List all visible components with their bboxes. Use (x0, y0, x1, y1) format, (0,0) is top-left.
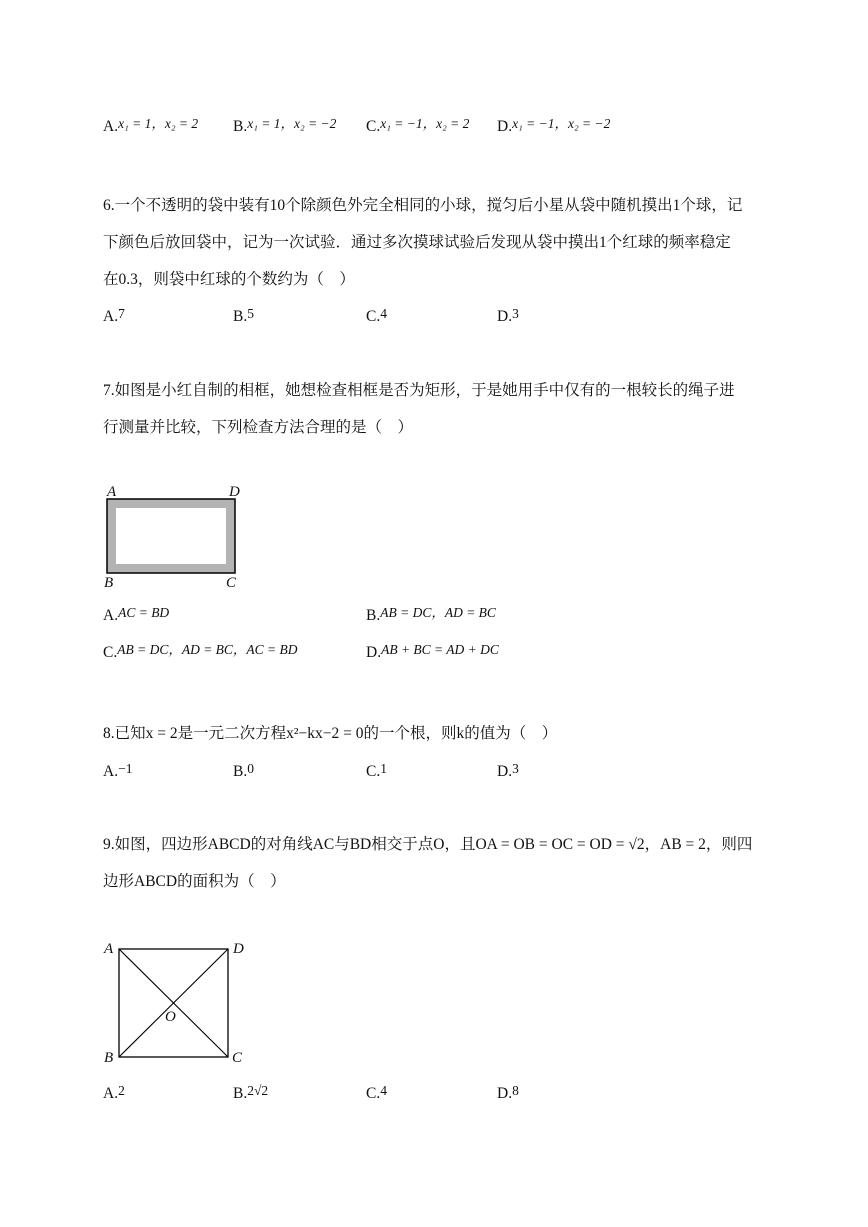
q5-option-c: C.x₁ = −1，x₂ = 2 (366, 116, 470, 135)
q7-label-c: C (226, 575, 237, 591)
q9-label-b: B (104, 1050, 114, 1066)
q8-option-d: D.3 (497, 761, 519, 780)
q5-option-d: D.x₁ = −1，x₂ = −2 (497, 116, 611, 135)
q7-label-b: B (104, 575, 114, 591)
q9-label-c: C (232, 1050, 243, 1066)
q9-option-b: B.2√2 (233, 1083, 269, 1102)
q7-option-b: B.AB = DC，AD = BC (366, 605, 496, 624)
q6-option-d: D.3 (497, 306, 519, 325)
q6-option-b: B.5 (233, 306, 254, 325)
q7-option-a: A.AC = BD (103, 605, 170, 624)
q8-option-a: A.−1 (103, 761, 133, 780)
q7-option-d: D.AB + BC = AD + DC (366, 642, 499, 661)
q9-label-d: D (233, 941, 244, 957)
q6-text-line-1: 6.一个不透明的袋中装有10个除颜色外完全相同的小球，搅匀后小星从袋中随机摸出1个球，记 (103, 197, 743, 214)
q9-option-d: D.8 (497, 1083, 519, 1102)
q9-text-line-2: 边形ABCD的面积为（ ） (103, 873, 286, 890)
q7-text-line-2: 行测量并比较，下列检查方法合理的是（ ） (103, 419, 414, 436)
q8-option-b: B.0 (233, 761, 254, 780)
q9-option-c: C.4 (366, 1083, 387, 1102)
q7-option-c: C.AB = DC，AD = BC，AC = BD (103, 642, 298, 661)
q6-option-c: C.4 (366, 306, 387, 325)
q7-text-line-1: 7.如图是小红自制的相框，她想检查相框是否为矩形，于是她用手中仅有的一根较长的绳子进 (103, 382, 735, 399)
square-with-diagonals-drawing (118, 948, 230, 1060)
q6-text-line-3: 在0.3，则袋中红球的个数约为（ ） (103, 271, 355, 288)
q6-option-a: A.7 (103, 306, 125, 325)
q9-label-o: O (165, 1009, 176, 1025)
q9-text-line-1: 9.如图，四边形ABCD的对角线AC与BD相交于点O，且OA = OB = OC = OD = √2，AB = 2，则四 (103, 836, 753, 853)
q5-option-a: A.x₁ = 1，x₂ = 2 (103, 116, 199, 135)
q7-label-a: A (107, 484, 117, 500)
q8-text-line-1: 8.已知x = 2是一元二次方程x²−kx−2 = 0的一个根，则k的值为（ ） (103, 725, 558, 742)
q5-option-b: B.x₁ = 1，x₂ = −2 (233, 116, 337, 135)
frame-inner-rect (116, 508, 226, 564)
q9-label-a: A (104, 941, 114, 957)
picture-frame-drawing (106, 498, 246, 578)
q9-option-a: A.2 (103, 1083, 125, 1102)
q7-label-d: D (229, 484, 240, 500)
q8-option-c: C.1 (366, 761, 387, 780)
q6-text-line-2: 下颜色后放回袋中，记为一次试验．通过多次摸球试验后发现从袋中摸出1个红球的频率稳定 (103, 234, 731, 251)
